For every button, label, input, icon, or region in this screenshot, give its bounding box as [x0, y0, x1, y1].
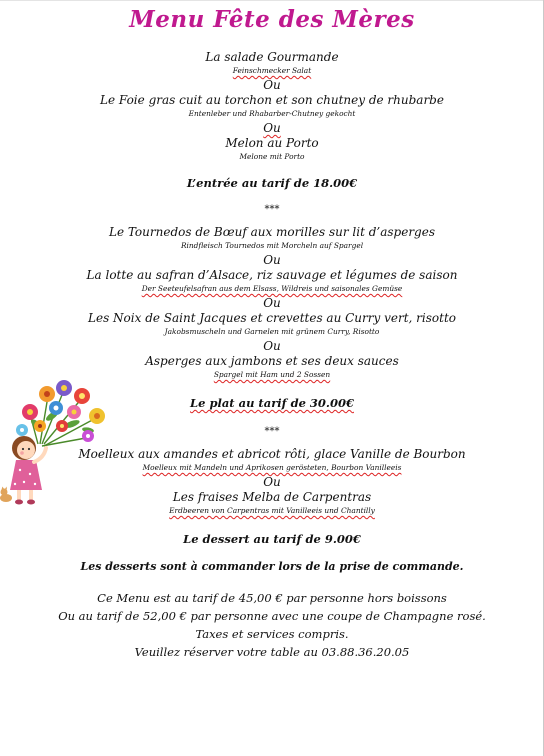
entree-price: L’entrée au tarif de 18.00€ [186, 176, 358, 190]
main-dish-4: Asperges aux jambons et ses deux sauces [145, 354, 399, 368]
or-separator: Ou [263, 475, 281, 489]
entree-dish-1: La salade Gourmande [205, 50, 339, 64]
main-dish-1: Le Tournedos de Bœuf aux morilles sur lit d’asperges [108, 225, 436, 239]
section-separator: *** [264, 204, 280, 215]
entree-dish-3-translation: Melone mit Porto [239, 152, 305, 161]
girl-with-flower-bouquet-icon [0, 374, 112, 508]
dessert-price: Le dessert au tarif de 9.00€ [183, 532, 361, 546]
dessert-2: Les fraises Melba de Carpentras [172, 490, 372, 504]
or-separator: Ou [263, 296, 281, 310]
main-dish-4-translation: Spargel mit Ham und 2 Sossen [213, 370, 331, 379]
or-separator: Ou [263, 253, 281, 267]
main-dish-2: La lotte au safran d’Alsace, riz sauvage et légumes de saison [86, 268, 458, 282]
main-dish-3-translation: Jakobsmuscheln und Garnelen mit grünem Curry, Risotto [164, 327, 380, 336]
dessert-2-translation: Erdbeeren von Carpentras mit Vanilleeis und Chantilly [169, 506, 375, 515]
main-price: Le plat au tarif de 30.00€ [190, 396, 354, 410]
dessert-order-note: Les desserts sont à commander lors de la prise de commande. [80, 560, 464, 573]
main-dish-2-translation: Der Seeteufelsafran aus dem Elsass, Wildreis und saisonales Gemüse [141, 284, 403, 293]
menu-body [0, 50, 544, 661]
dessert-1: Moelleux aux amandes et abricot rôti, glace Vanille de Bourbon [78, 447, 466, 461]
or-separator: Ou [263, 339, 281, 353]
entree-dish-3: Melon au Porto [225, 136, 319, 150]
or-separator: Ou [263, 78, 281, 92]
page-title: Menu Fête des Mères [129, 6, 415, 33]
taxes-info: Taxes et services compris. [195, 627, 349, 641]
main-dish-3: Les Noix de Saint Jacques et crevettes au Curry vert, risotto [88, 311, 456, 325]
reservation-info: Veuillez réserver votre table au 03.88.36.20.05 [134, 645, 410, 659]
section-separator: *** [264, 426, 280, 437]
entree-dish-1-translation: Feinschmecker Salat [232, 66, 312, 75]
or-separator: Ou [263, 121, 281, 135]
entree-dish-2-translation: Entenleber und Rhabarber-Chutney gekocht [188, 109, 356, 118]
dessert-1-translation: Moelleux mit Mandeln und Aprikosen gerösteten, Bourbon Vanilleeis [142, 463, 402, 472]
main-dish-1-translation: Rindfleisch Tournedos mit Morcheln auf Spargel [180, 241, 364, 250]
menu-champagne-price-info: Ou au tarif de 52,00 € par personne avec une coupe de Champagne rosé. [58, 609, 486, 623]
page-top-edge [0, 0, 544, 1]
menu-price-info: Ce Menu est au tarif de 45,00 € par personne hors boissons [97, 591, 447, 605]
entree-dish-2: Le Foie gras cuit au torchon et son chutney de rhubarbe [100, 93, 444, 107]
